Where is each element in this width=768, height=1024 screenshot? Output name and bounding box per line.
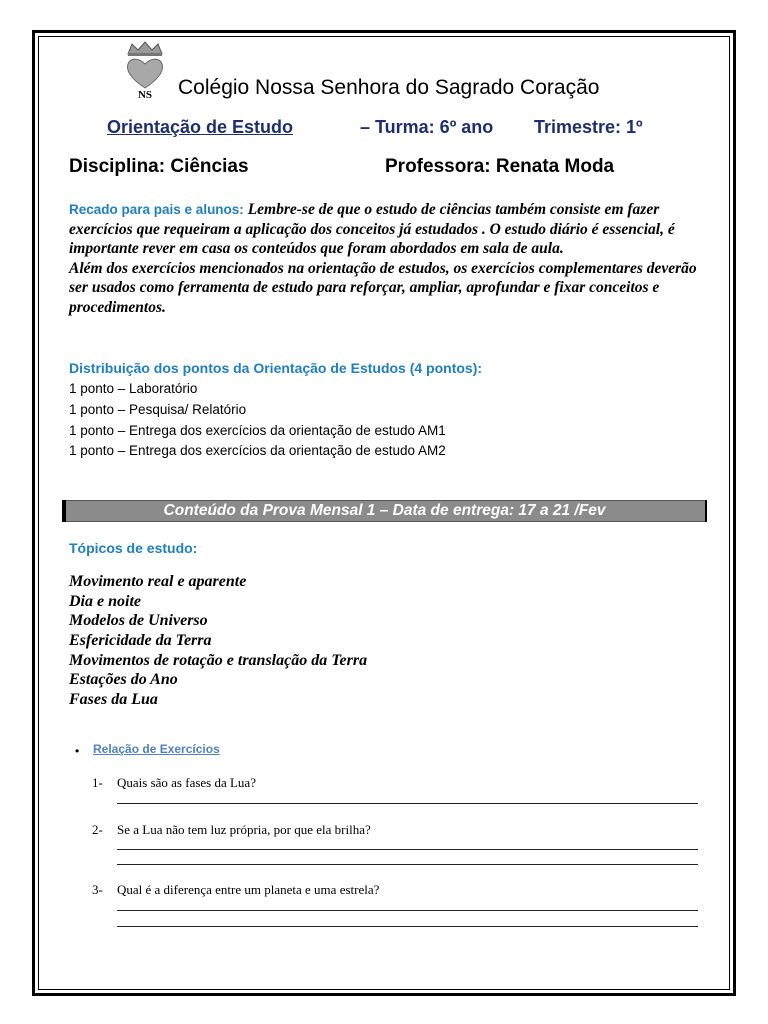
crown-icon [128,42,162,56]
heart-icon [128,59,163,88]
prova-banner-text: Conteúdo da Prova Mensal 1 – Data de entrega: 17 a 21 /Fev [163,502,606,519]
distribuicao-item: 1 ponto – Laboratório [69,381,198,396]
recado-text-2: Além dos exercícios mencionados na orientação de estudos, os exercícios complementares deverão ser usados como ferramenta de estudo para reforçar, ampliar, aprofundar e fixar conceitos e procedimentos. [69,259,697,316]
question-text: Qual é a diferença entre um planeta e uma estrela? [117,882,380,897]
recado-text: Lembre-se de que o estudo de ciências também consiste em fazer exercícios que requeiram a aplicação dos conceitos já estudados . O estudo diário é essencial, é importante rever em casa os conteúdos que foram abordados em sala de aula. [69,201,675,257]
topic-item: Fases da Lua [69,691,158,708]
recado-label: Recado para pais e alunos: [69,202,244,217]
relacao-exercicios-title: Relação de Exercícios [93,742,220,756]
orientacao-title: Orientação de Estudo [107,117,294,137]
answer-line [117,910,698,911]
recado-paragraph [69,200,701,317]
answer-line [117,849,698,850]
school-name: Colégio Nossa Senhora do Sagrado Coração [178,76,600,99]
question-text: Quais são as fases da Lua? [117,775,256,790]
distribuicao-item: 1 ponto – Pesquisa/ Relatório [69,402,247,417]
distribuicao-item: 1 ponto – Entrega dos exercícios da orientação de estudo AM2 [69,443,446,458]
disciplina-label: Disciplina: Ciências [69,156,249,177]
answer-line [117,803,698,804]
answer-line [117,864,698,865]
logo-initials: NS [137,89,153,100]
topic-item: Dia e noite [69,593,141,610]
distribuicao-item: 1 ponto – Entrega dos exercícios da orientação de estudo AM1 [69,423,446,438]
trimestre-label: Trimestre: 1º [534,117,643,137]
bullet-icon: • [75,744,80,758]
question-text: Se a Lua não tem luz própria, por que ela brilha? [117,822,371,837]
turma-label: – Turma: 6º ano [360,117,494,137]
topic-item: Estações do Ano [69,671,178,688]
topic-item: Modelos de Universo [69,612,208,629]
school-logo [120,40,170,100]
question-number: 1- [92,775,103,790]
topic-item: Movimento real e aparente [69,573,247,590]
question-number: 3- [92,882,103,897]
distribuicao-title: Distribuição dos pontos da Orientação de Estudos (4 pontos): [69,360,483,376]
topic-item: Esfericidade da Terra [69,632,212,649]
topic-item: Movimentos de rotação e translação da Terra [69,652,368,669]
question-number: 2- [92,822,103,837]
professora-label: Professora: Renata Moda [385,156,615,177]
topicos-title: Tópicos de estudo: [69,540,198,556]
answer-line [117,926,698,927]
